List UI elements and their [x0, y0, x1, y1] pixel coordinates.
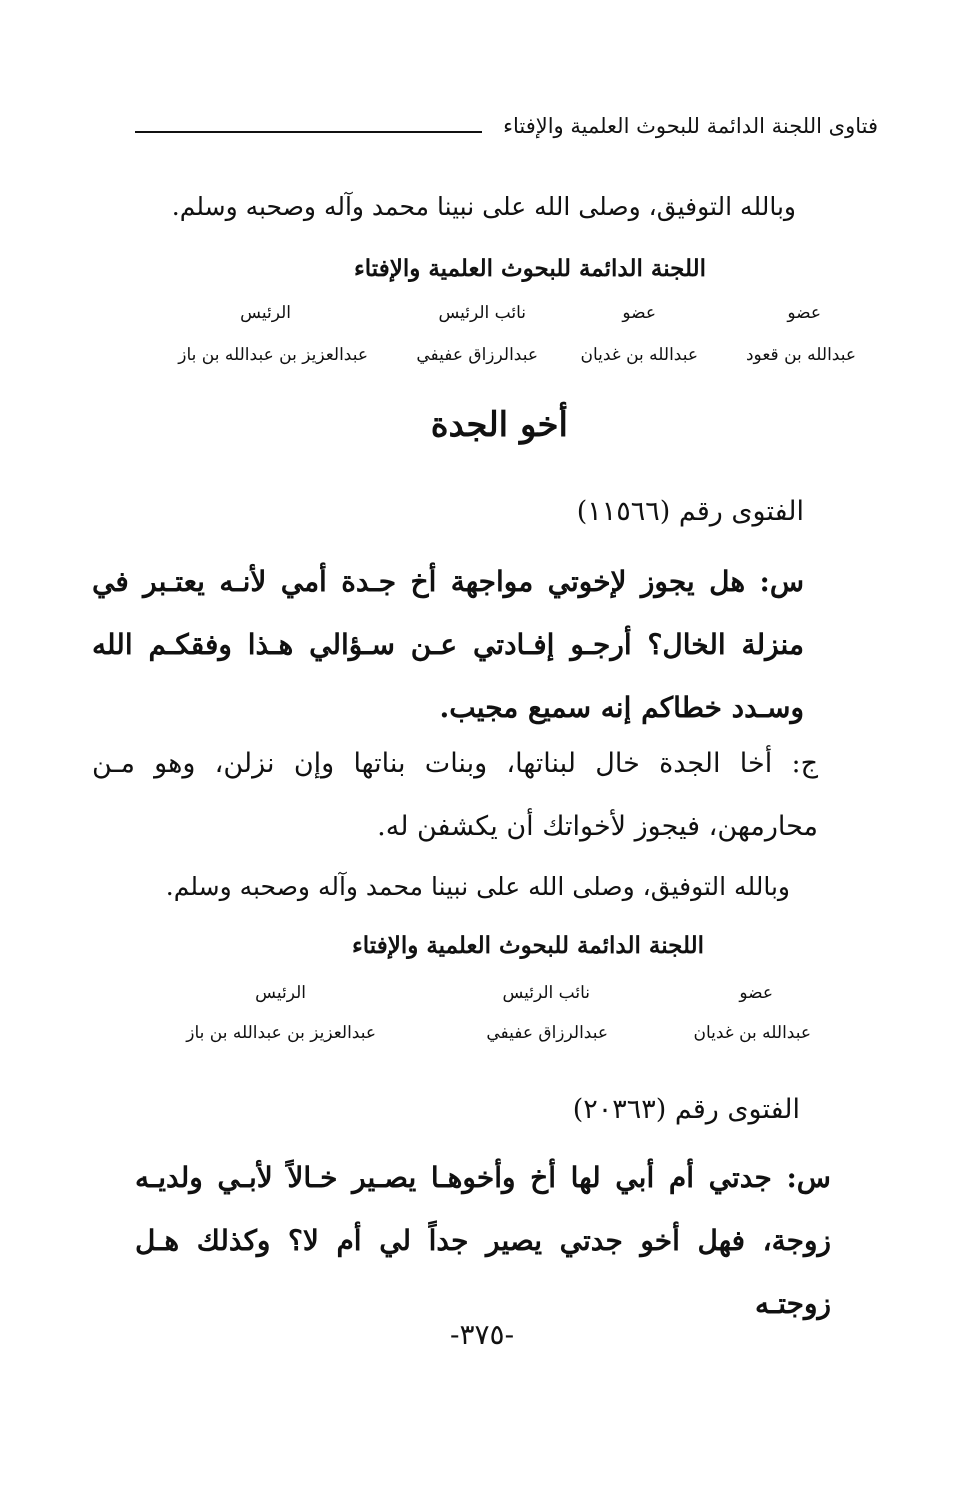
- member-role: الرئيس: [240, 303, 291, 323]
- member-name: عبدالرزاق عفيفي: [416, 345, 538, 365]
- member-role: نائب الرئيس: [438, 303, 526, 323]
- committee-name: اللجنة الدائمة للبحوث العلمية والإفتاء: [353, 255, 706, 282]
- member-name: عبدالله بن غديان: [580, 345, 698, 365]
- closing-prayer: وبالله التوفيق، وصلى الله على نبينا محمد وآله وصحبه وسلم.: [165, 872, 790, 901]
- member-role: نائب الرئيس: [502, 983, 590, 1003]
- header-rule: [135, 131, 482, 133]
- page-number: -٣٧٥-: [450, 1318, 515, 1351]
- fatwa-question: س: جدتي أم أبي لها أخ وأخوهـا يصـير خـالاً لأبـي ولديـه زوجة، فهل أخو جدتي يصير جداً لي أم لا؟ وكذلك هـل زوجتـه: [135, 1161, 831, 1320]
- member-name: عبدالرزاق عفيفي: [486, 1023, 608, 1043]
- member-role: عضو: [622, 303, 656, 323]
- section-title: أخو الجدة: [430, 405, 568, 445]
- member-name: عبدالله بن قعود: [745, 345, 856, 365]
- member-role: عضو: [739, 983, 773, 1003]
- member-name: عبدالعزيز بن عبدالله بن باز: [178, 345, 368, 365]
- member-role: الرئيس: [255, 983, 306, 1003]
- member-name: عبدالله بن غديان: [693, 1023, 811, 1043]
- fatwa-question: س: هل يجوز لإخوتي مواجهة أخ جـدة أمي لأنـه يعتـبر في منزلة الخال؟ أرجـو إفـادتي عـن سـؤالي هـذا وفقكـم الله وسـدد خطاكم إنه سميع مجيب.: [92, 565, 804, 724]
- fatwa-answer: ج: أخا الجدة خال لبناتها، وبنات بناتها وإن نزلن، وهو مـن محارمهن، فيجوز لأخواتك أن يكشفن له.: [92, 748, 818, 842]
- fatwa-number: الفتوى رقم (٢٠٣٦٣): [572, 1094, 800, 1125]
- committee-name: اللجنة الدائمة للبحوث العلمية والإفتاء: [351, 932, 704, 959]
- member-role: عضو: [787, 303, 821, 323]
- fatwa-number: الفتوى رقم (١١٥٦٦): [576, 496, 804, 527]
- closing-prayer: وبالله التوفيق، وصلى الله على نبينا محمد وآله وصحبه وسلم.: [171, 192, 796, 221]
- running-header-title: فتاوى اللجنة الدائمة للبحوث العلمية والإفتاء: [503, 114, 878, 138]
- member-name: عبدالعزيز بن عبدالله بن باز: [186, 1023, 376, 1043]
